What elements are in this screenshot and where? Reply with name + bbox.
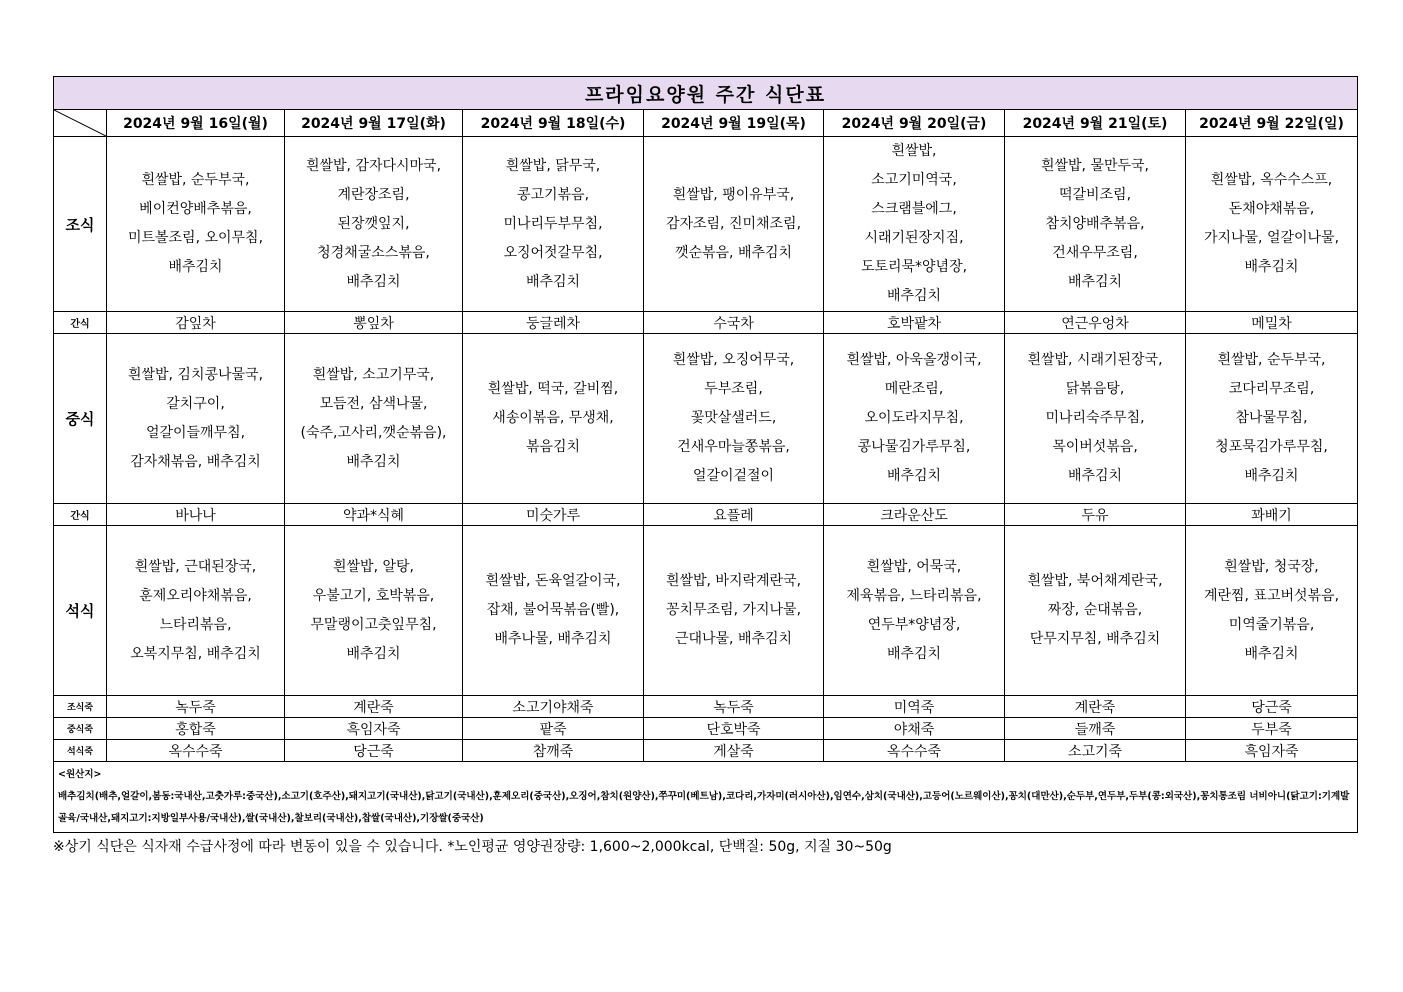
day-header: 2024년 9월 16일(월) bbox=[107, 110, 285, 137]
snack-cell: 둥글레차 bbox=[463, 312, 644, 334]
snack-cell: 뽕잎차 bbox=[285, 312, 463, 334]
origin-title: <원산지> bbox=[58, 769, 102, 780]
menu-cell: 흰쌀밥, 오징어무국, 두부조림, 꽃맛살샐러드, 건새우마늘쫑볶음, 얼갈이겉절이 bbox=[644, 334, 824, 504]
porridge-cell: 들깨죽 bbox=[1005, 718, 1186, 740]
snack-cell: 꽈배기 bbox=[1186, 504, 1358, 526]
porridge-cell: 당근죽 bbox=[285, 740, 463, 762]
snack1-row bbox=[54, 312, 1358, 334]
porridge-cell: 계란죽 bbox=[1005, 696, 1186, 718]
menu-cell: 흰쌀밥, 옥수수스프, 돈채야채볶음, 가지나물, 얼갈이나물, 배추김치 bbox=[1186, 137, 1358, 312]
porridge-dinner-row bbox=[54, 740, 1358, 762]
footnote: ※상기 식단은 식자재 수급사정에 따라 변동이 있을 수 있습니다. *노인평균 영양권장량: 1,600~2,000kcal, 단백질: 50g, 지질 30~50g bbox=[53, 839, 892, 855]
porridge-lunch-row bbox=[54, 718, 1358, 740]
menu-cell: 흰쌀밥, 소고기미역국, 스크램블에그, 시래기된장지짐, 도토리묵*양념장, 배추김치 bbox=[824, 137, 1005, 312]
porridge-cell: 게살죽 bbox=[644, 740, 824, 762]
day-header: 2024년 9월 22일(일) bbox=[1186, 110, 1358, 137]
row-label-breakfast: 조식 bbox=[54, 137, 107, 312]
row-label-dinner: 석식 bbox=[54, 526, 107, 696]
menu-cell: 흰쌀밥, 어묵국, 제육볶음, 느타리볶음, 연두부*양념장, 배추김치 bbox=[824, 526, 1005, 696]
snack-cell: 메밀차 bbox=[1186, 312, 1358, 334]
day-header: 2024년 9월 18일(수) bbox=[463, 110, 644, 137]
porridge-cell: 옥수수죽 bbox=[824, 740, 1005, 762]
porridge-cell: 두부죽 bbox=[1186, 718, 1358, 740]
menu-cell: 흰쌀밥, 김치콩나물국, 갈치구이, 얼갈이들깨무침, 감자채볶음, 배추김치 bbox=[107, 334, 285, 504]
snack-cell: 호박팥차 bbox=[824, 312, 1005, 334]
snack2-row bbox=[54, 504, 1358, 526]
menu-cell: 흰쌀밥, 닭무국, 콩고기볶음, 미나리두부무침, 오징어젓갈무침, 배추김치 bbox=[463, 137, 644, 312]
lunch-row bbox=[54, 334, 1358, 504]
snack-cell: 연근우엉차 bbox=[1005, 312, 1186, 334]
snack-cell: 감잎차 bbox=[107, 312, 285, 334]
porridge-breakfast-row bbox=[54, 696, 1358, 718]
menu-cell: 흰쌀밥, 근대된장국, 훈제오리야채볶음, 느타리볶음, 오복지무침, 배추김치 bbox=[107, 526, 285, 696]
snack-cell: 요플레 bbox=[644, 504, 824, 526]
menu-cell: 흰쌀밥, 떡국, 갈비찜, 새송이볶음, 무생채, 볶음김치 bbox=[463, 334, 644, 504]
porridge-cell: 녹두죽 bbox=[644, 696, 824, 718]
porridge-cell: 옥수수죽 bbox=[107, 740, 285, 762]
menu-cell: 흰쌀밥, 아욱올갱이국, 메란조림, 오이도라지무침, 콩나물김가루무침, 배추김치 bbox=[824, 334, 1005, 504]
row-label-lunch: 중식 bbox=[54, 334, 107, 504]
menu-cell: 흰쌀밥, 시래기된장국, 닭볶음탕, 미나리숙주무침, 목이버섯볶음, 배추김치 bbox=[1005, 334, 1186, 504]
porridge-cell: 흑임자죽 bbox=[285, 718, 463, 740]
snack-cell: 바나나 bbox=[107, 504, 285, 526]
snack-cell: 크라운산도 bbox=[824, 504, 1005, 526]
porridge-cell: 소고기죽 bbox=[1005, 740, 1186, 762]
porridge-cell: 계란죽 bbox=[285, 696, 463, 718]
day-header: 2024년 9월 20일(금) bbox=[824, 110, 1005, 137]
snack-cell: 수국차 bbox=[644, 312, 824, 334]
menu-cell: 흰쌀밥, 청국장, 계란찜, 표고버섯볶음, 미역줄기볶음, 배추김치 bbox=[1186, 526, 1358, 696]
porridge-cell: 녹두죽 bbox=[107, 696, 285, 718]
porridge-cell: 팥죽 bbox=[463, 718, 644, 740]
day-header: 2024년 9월 21일(토) bbox=[1005, 110, 1186, 137]
origin-cell bbox=[54, 762, 1358, 833]
porridge-cell: 참깨죽 bbox=[463, 740, 644, 762]
menu-cell: 흰쌀밥, 감자다시마국, 계란장조림, 된장깻잎지, 청경채굴소스볶음, 배추김치 bbox=[285, 137, 463, 312]
row-label-snack: 간식 bbox=[54, 312, 107, 334]
porridge-cell: 미역죽 bbox=[824, 696, 1005, 718]
menu-cell: 흰쌀밥, 팽이유부국, 감자조림, 진미채조림, 깻순볶음, 배추김치 bbox=[644, 137, 824, 312]
snack-cell: 미숫가루 bbox=[463, 504, 644, 526]
dinner-row bbox=[54, 526, 1358, 696]
origin-text: 배추김치(배추,얼갈이,봄동:국내산,고춧가루:중국산),소고기(호주산),돼지고기(국내산),닭고기(국내산),훈제오리(중국산),오징어,참치(원양산),쭈꾸미(베트남),코다리,가자미(러시아산),임연수,삼치(국내산),고등어(노르웨이산),꽁치(대만산),순두부,연두부,두부(콩:외국산),꽁치통조림 너비아니(닭고기:기계발골육/국내산,돼지고기:지방일부사용/국내산),쌀(국내산),찰보리(국내산),찹쌀(국내산),기장쌀(중국산) bbox=[58, 791, 1350, 824]
row-label-porridge-breakfast: 조식죽 bbox=[54, 696, 107, 718]
menu-cell: 흰쌀밥, 물만두국, 떡갈비조림, 참치양배추볶음, 건새우무조림, 배추김치 bbox=[1005, 137, 1186, 312]
porridge-cell: 홍합죽 bbox=[107, 718, 285, 740]
row-label-porridge-dinner: 석식죽 bbox=[54, 740, 107, 762]
menu-cell: 흰쌀밥, 순두부국, 베이컨양배추볶음, 미트볼조림, 오이무침, 배추김치 bbox=[107, 137, 285, 312]
row-label-porridge-lunch: 중식죽 bbox=[54, 718, 107, 740]
diagonal-line bbox=[54, 110, 106, 136]
day-header: 2024년 9월 19일(목) bbox=[644, 110, 824, 137]
menu-cell: 흰쌀밥, 바지락계란국, 꽁치무조림, 가지나물, 근대나물, 배추김치 bbox=[644, 526, 824, 696]
row-label-snack: 간식 bbox=[54, 504, 107, 526]
snack-cell: 약과*식혜 bbox=[285, 504, 463, 526]
menu-cell: 흰쌀밥, 순두부국, 코다리무조림, 참나물무침, 청포묵김가루무침, 배추김치 bbox=[1186, 334, 1358, 504]
menu-cell: 흰쌀밥, 북어채계란국, 짜장, 순대볶음, 단무지무침, 배추김치 bbox=[1005, 526, 1186, 696]
porridge-cell: 당근죽 bbox=[1186, 696, 1358, 718]
menu-cell: 흰쌀밥, 소고기무국, 모듬전, 삼색나물, (숙주,고사리,깻순볶음), 배추김치 bbox=[285, 334, 463, 504]
origin-row bbox=[54, 762, 1358, 833]
weekly-menu-table bbox=[53, 76, 1358, 833]
menu-title: 프라임요양원 주간 식단표 bbox=[54, 77, 1358, 110]
porridge-cell: 단호박죽 bbox=[644, 718, 824, 740]
day-header: 2024년 9월 17일(화) bbox=[285, 110, 463, 137]
snack-cell: 두유 bbox=[1005, 504, 1186, 526]
porridge-cell: 소고기야채죽 bbox=[463, 696, 644, 718]
porridge-cell: 흑임자죽 bbox=[1186, 740, 1358, 762]
menu-cell: 흰쌀밥, 돈육얼갈이국, 잡채, 불어묵볶음(빨), 배추나물, 배추김치 bbox=[463, 526, 644, 696]
breakfast-row bbox=[54, 137, 1358, 312]
corner-cell bbox=[54, 110, 107, 137]
menu-cell: 흰쌀밥, 알탕, 우불고기, 호박볶음, 무말랭이고춧잎무침, 배추김치 bbox=[285, 526, 463, 696]
porridge-cell: 야채죽 bbox=[824, 718, 1005, 740]
